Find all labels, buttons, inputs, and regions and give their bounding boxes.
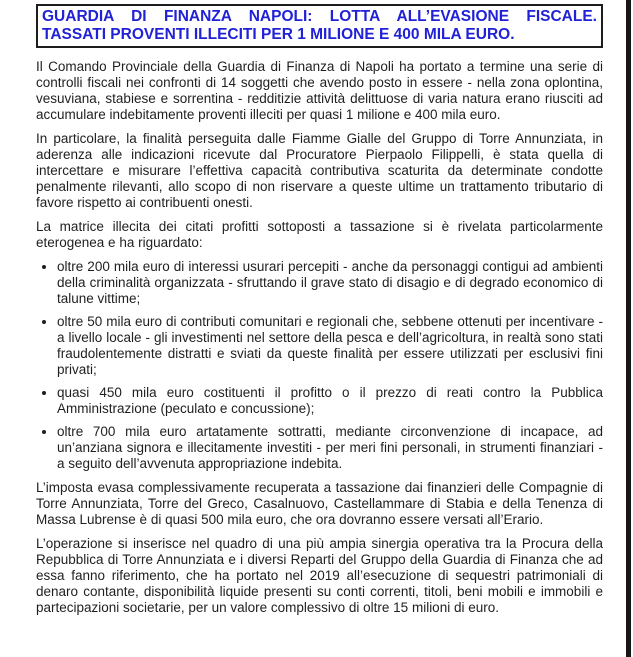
paragraph-intro: Il Comando Provinciale della Guardia di Finanza di Napoli ha portato a termine una serie di controlli fiscali nei confronti di 14 soggetti che avendo posto in essere - nella zona oplontina, vesuviana, stabiese e sorrentina - redditizie attività delittuose di varia natura erano riusciti ad accumulare indebitamente proventi illeciti per quasi 1 milione e 400 mila euro.	[36, 59, 603, 122]
bullet-item-contributi: • oltre 50 mila euro di contributi comunitari e regionali che, sebbene ottenuti per incentivare - a livello locale - gli investimenti nel settore della pesca e dell’agricoltura, in realtà sono stati fraudolentemente distratti e sviati da queste finalità per essere utilizzati per esclusivi fini privati;	[57, 314, 603, 378]
document-content	[36, 4, 603, 616]
title-line-1: GUARDIA DI FINANZA NAPOLI: LOTTA ALL’EVASIONE FISCALE.	[42, 8, 597, 25]
press-release-title-box	[36, 4, 603, 48]
title-line-2: TASSATI PROVENTI ILLECITI PER 1 MILIONE E 400 MILA EURO.	[42, 25, 515, 43]
paragraph-imposta-evasa: L’imposta evasa complessivamente recuperata a tassazione dai finanzieri delle Compagnie di Torre Annunziata, Torre del Greco, Casalnuovo, Castellammare di Stabia e della Tenenza di Massa Lubrense è di quasi 500 mila euro, che ora dovranno essere versati all’Erario.	[36, 480, 603, 527]
bullet-list	[36, 259, 603, 472]
bullet-item-usura: • oltre 200 mila euro di interessi usurari percepiti - anche da personaggi contigui ad ambienti della criminalità organizzata - sfruttando il grave stato di disagio e di degrado economico di talune vittime;	[57, 259, 603, 307]
scan-right-edge-line	[626, 0, 631, 657]
paragraph-finalita: In particolare, la finalità perseguita dalle Fiamme Gialle del Gruppo di Torre Annunziata, in aderenza alle indicazioni ricevute dal Procuratore Pierpaolo Filippelli, è stata quella di intercettare e misurare l’effettiva capacità contributiva scaturita da determinate condotte penalmente rilevanti, allo scopo di non riservare a queste ultime un trattamento tributario di favore rispetto ai contribuenti onesti.	[36, 131, 603, 210]
paragraph-matrice: La matrice illecita dei citati profitti sottoposti a tassazione si è rivelata particolarmente eterogenea e ha riguardato:	[36, 219, 603, 250]
bullet-item-circonvenzione: • oltre 700 mila euro artatamente sottratti, mediante circonvenzione di incapace, ad un’anziana signora e illecitamente investiti - per meri fini personali, in strumenti finanziari - a seguito dell’avvenuta appropriazione indebita.	[57, 424, 603, 472]
bullet-item-reati-pa: • quasi 450 mila euro costituenti il profitto o il prezzo di reati contro la Pubblica Amministrazione (peculato e concussione);	[57, 385, 603, 417]
paragraph-operazione: L’operazione si inserisce nel quadro di una più ampia sinergia operativa tra la Procura della Repubblica di Torre Annunziata e i diversi Reparti del Gruppo della Guardia di Finanza che ad essa fanno riferimento, che ha portato nel 2019 all’esecuzione di sequestri patrimoniali di denaro contante, disponibilità liquide presenti su conti correnti, titoli, beni mobili e immobili e partecipazioni societarie, per un valore complessivo di oltre 15 milioni di euro.	[36, 536, 603, 615]
